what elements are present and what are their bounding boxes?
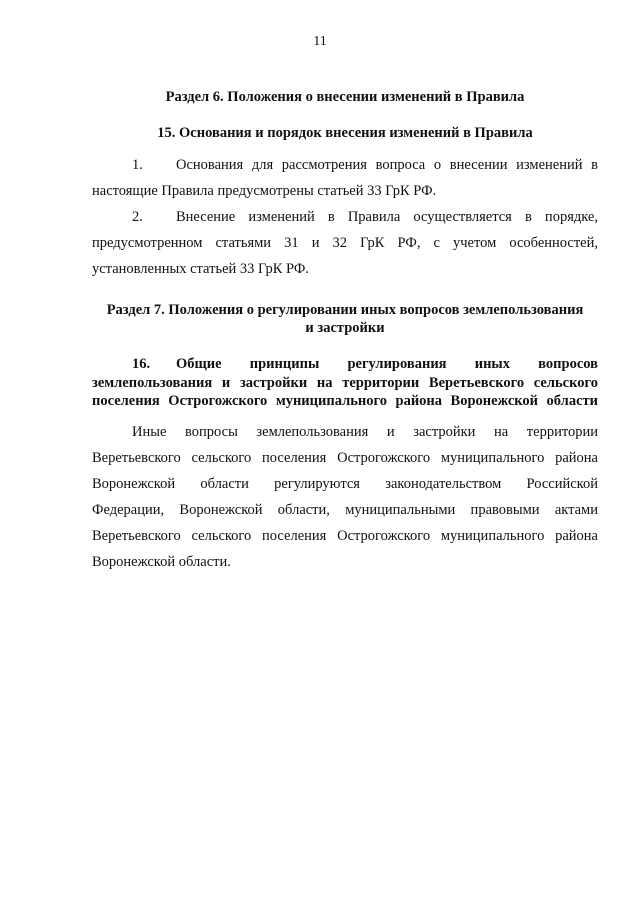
section-7-title-line-1: Раздел 7. Положения о регулировании иных вопросов землепользования (106, 302, 584, 318)
item-2-number: 2. (132, 209, 143, 225)
section-7-title (92, 301, 598, 337)
section-6-item-2 (92, 204, 598, 282)
item-1-line-1: Основания для рассмотрения вопроса о внесении изменений в (176, 157, 598, 173)
item-1-first-line (92, 152, 598, 178)
body-line-3: Воронежской области регулируются законодательством Российской (92, 476, 598, 492)
body-line-5: Веретьевского сельского поселения Острогожского муниципального района (92, 528, 598, 544)
subtitle-number: 16. (132, 356, 151, 372)
subtitle-line-3: поселения Острогожского муниципального района Воронежской области (92, 393, 598, 409)
body-line-2: Веретьевского сельского поселения Острогожского муниципального района (92, 450, 598, 466)
item-2-first-line (92, 204, 598, 230)
item-1-line-2: настоящие Правила предусмотрены статьей 33 ГрК РФ. (92, 183, 437, 199)
subtitle-line-2: землепользования и застройки на территории Веретьевского сельского (92, 374, 598, 391)
section-6-item-1 (92, 152, 598, 204)
subtitle-first-line (92, 355, 598, 374)
section-7-title-line-2: и застройки (305, 320, 385, 336)
section-7-body (92, 419, 598, 575)
section-6-title: Раздел 6. Положения о внесении изменений в Правила (165, 89, 525, 105)
body-line-1: Иные вопросы землепользования и застройки на территории (132, 424, 598, 440)
section-6-subtitle: 15. Основания и порядок внесения изменений в Правила (157, 125, 533, 141)
body-line-6: Воронежской области. (92, 554, 231, 570)
section-7-subtitle (92, 355, 598, 411)
item-2-line-2: предусмотренном статьями 31 и 32 ГрК РФ, с учетом особенностей, (92, 235, 598, 251)
body-line-4: Федерации, Воронежской области, муниципальными правовыми актами (92, 502, 598, 518)
item-1-number: 1. (132, 157, 143, 173)
page-number: 11 (313, 34, 327, 49)
subtitle-line-1: Общие принципы регулирования иных вопросов (176, 356, 598, 372)
item-2-line-1: Внесение изменений в Правила осуществляется в порядке, (176, 209, 598, 225)
item-2-line-3: установленных статьей 33 ГрК РФ. (92, 261, 309, 277)
